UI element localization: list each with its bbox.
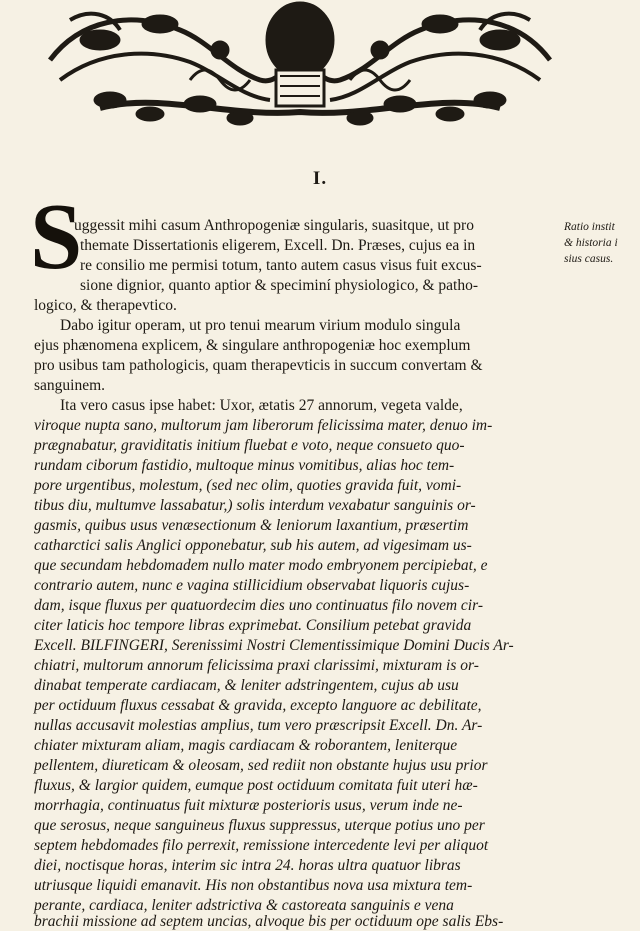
text-line: ejus phænomena explicem, & singulare anthropogeniæ hoc exemplum [34,337,471,354]
section-number: I. [312,168,328,189]
text-line: Excell. BILFINGERI, Serenissimi Nostri Clementissimique Domini Ducis Ar- [34,637,514,654]
text-line: diei, noctisque horas, interim sic intra 24. horas ultra quatuor libras [34,857,461,874]
text-line: viroque nupta sano, multorum jam liberorum felicissima mater, denuo im- [34,417,493,434]
text-line: brachii missione ad septem uncias, alvoque bis per octiduum ope salis Ebs- [34,913,504,930]
text-line: morrhagia, continuatus fuit mixturæ posterioris usus, verum inde ne- [34,797,463,814]
text-line: logico, & therapevtico. [34,297,177,314]
text-line: que secundam hebdomadem nullo mater modo embryonem percipiebat, e [34,557,488,574]
text-line: sanguinem. [34,377,106,394]
text-line: utriusque liquidi emanavit. His non obstantibus nova usa mixtura tem- [34,877,473,894]
text-line: gasmis, quibus usus venæsectionum & leniorum laxantium, præsertim [34,517,469,534]
text-line: contrario autem, nunc e vagina stillicidium observabat liquoris cujus- [34,577,470,594]
text-line: nullas accusavit molestias amplius, tum vero præscripsit Excell. Dn. Ar- [34,717,483,734]
text-line: pro usibus tam pathologicis, quam therapevticis in succum convertam & [34,357,483,374]
text-line: sione dignior, quanto aptior & speciminí physiologico, & patho- [80,277,479,294]
text-line: chiater mixturam aliam, magis cardiacam & roborantem, leniterque [34,737,458,754]
text-line: fluxus, & largior quidem, eumque post octiduum comitata fuit uteri hæ- [34,777,478,794]
margin-note-line: Ratio instit [564,221,615,233]
text-line: Dabo igitur operam, ut pro tenui mearum virium modulo singula [60,317,461,334]
text-line: citer laticis hoc tempore libras exprimebat. Consilium petebat gravida [34,617,472,634]
text-line: septem hebdomades filo perrexit, remissione intercedente levi per aliquot [34,837,489,854]
margin-note-line: sius casus. [564,253,614,265]
text-line: uggessit mihi casum Anthropogeniæ singularis, suasitque, ut pro [74,217,474,234]
text-line: rundam ciborum fastidio, multoque minus vomitibus, alias hoc tem- [34,457,455,474]
text-line: themate Dissertationis eligerem, Excell. Dn. Præses, cujus ea in [80,237,476,254]
text-line: tibus diu, multumve lassabatur,) solis interdum vexabatur sanguinis or- [34,497,476,514]
text-line: Ita vero casus ipse habet: Uxor, ætatis 27 annorum, vegeta valde, [60,397,463,414]
text-line: per octiduum fluxus cessabat & gravida, excepto languore ac debilitate, [34,697,482,714]
text-line: que serosus, neque sanguineus fluxus suppressus, uterque potius uno per [34,817,485,834]
text-line: chiatri, multorum annorum felicissima praxi clarissimi, mixturam is or- [34,657,479,674]
text-line: pore urgentibus, molestum, (sed nec olim, quoties gravida fuit, vomi- [34,477,462,494]
text-line: catharctici salis Anglici opponebatur, sub his autem, ad vigesimam us- [34,537,472,554]
text-line: perante, cardiaca, leniter adstrictiva & castoreata sanguinis e vena [34,897,454,914]
drop-capital: S [30,185,83,289]
text-line: re consilio me permisi totum, tanto autem casus visus fuit excus- [80,257,482,274]
margin-note-line: & historia i [564,237,618,249]
text-line: dinabat temperate cardiacam, & leniter adstringentem, cujus ab usu [34,677,459,694]
text-line: dam, isque fluxus per quatuordecim dies uno continuatus filo novem cir- [34,597,483,614]
text-line: prægnabatur, graviditatis initium fluebat e voto, neque consueto quo- [34,437,465,454]
text-line: pellentem, diureticam & oleosam, sed rediit non obstante hujus usu prior [34,757,488,774]
